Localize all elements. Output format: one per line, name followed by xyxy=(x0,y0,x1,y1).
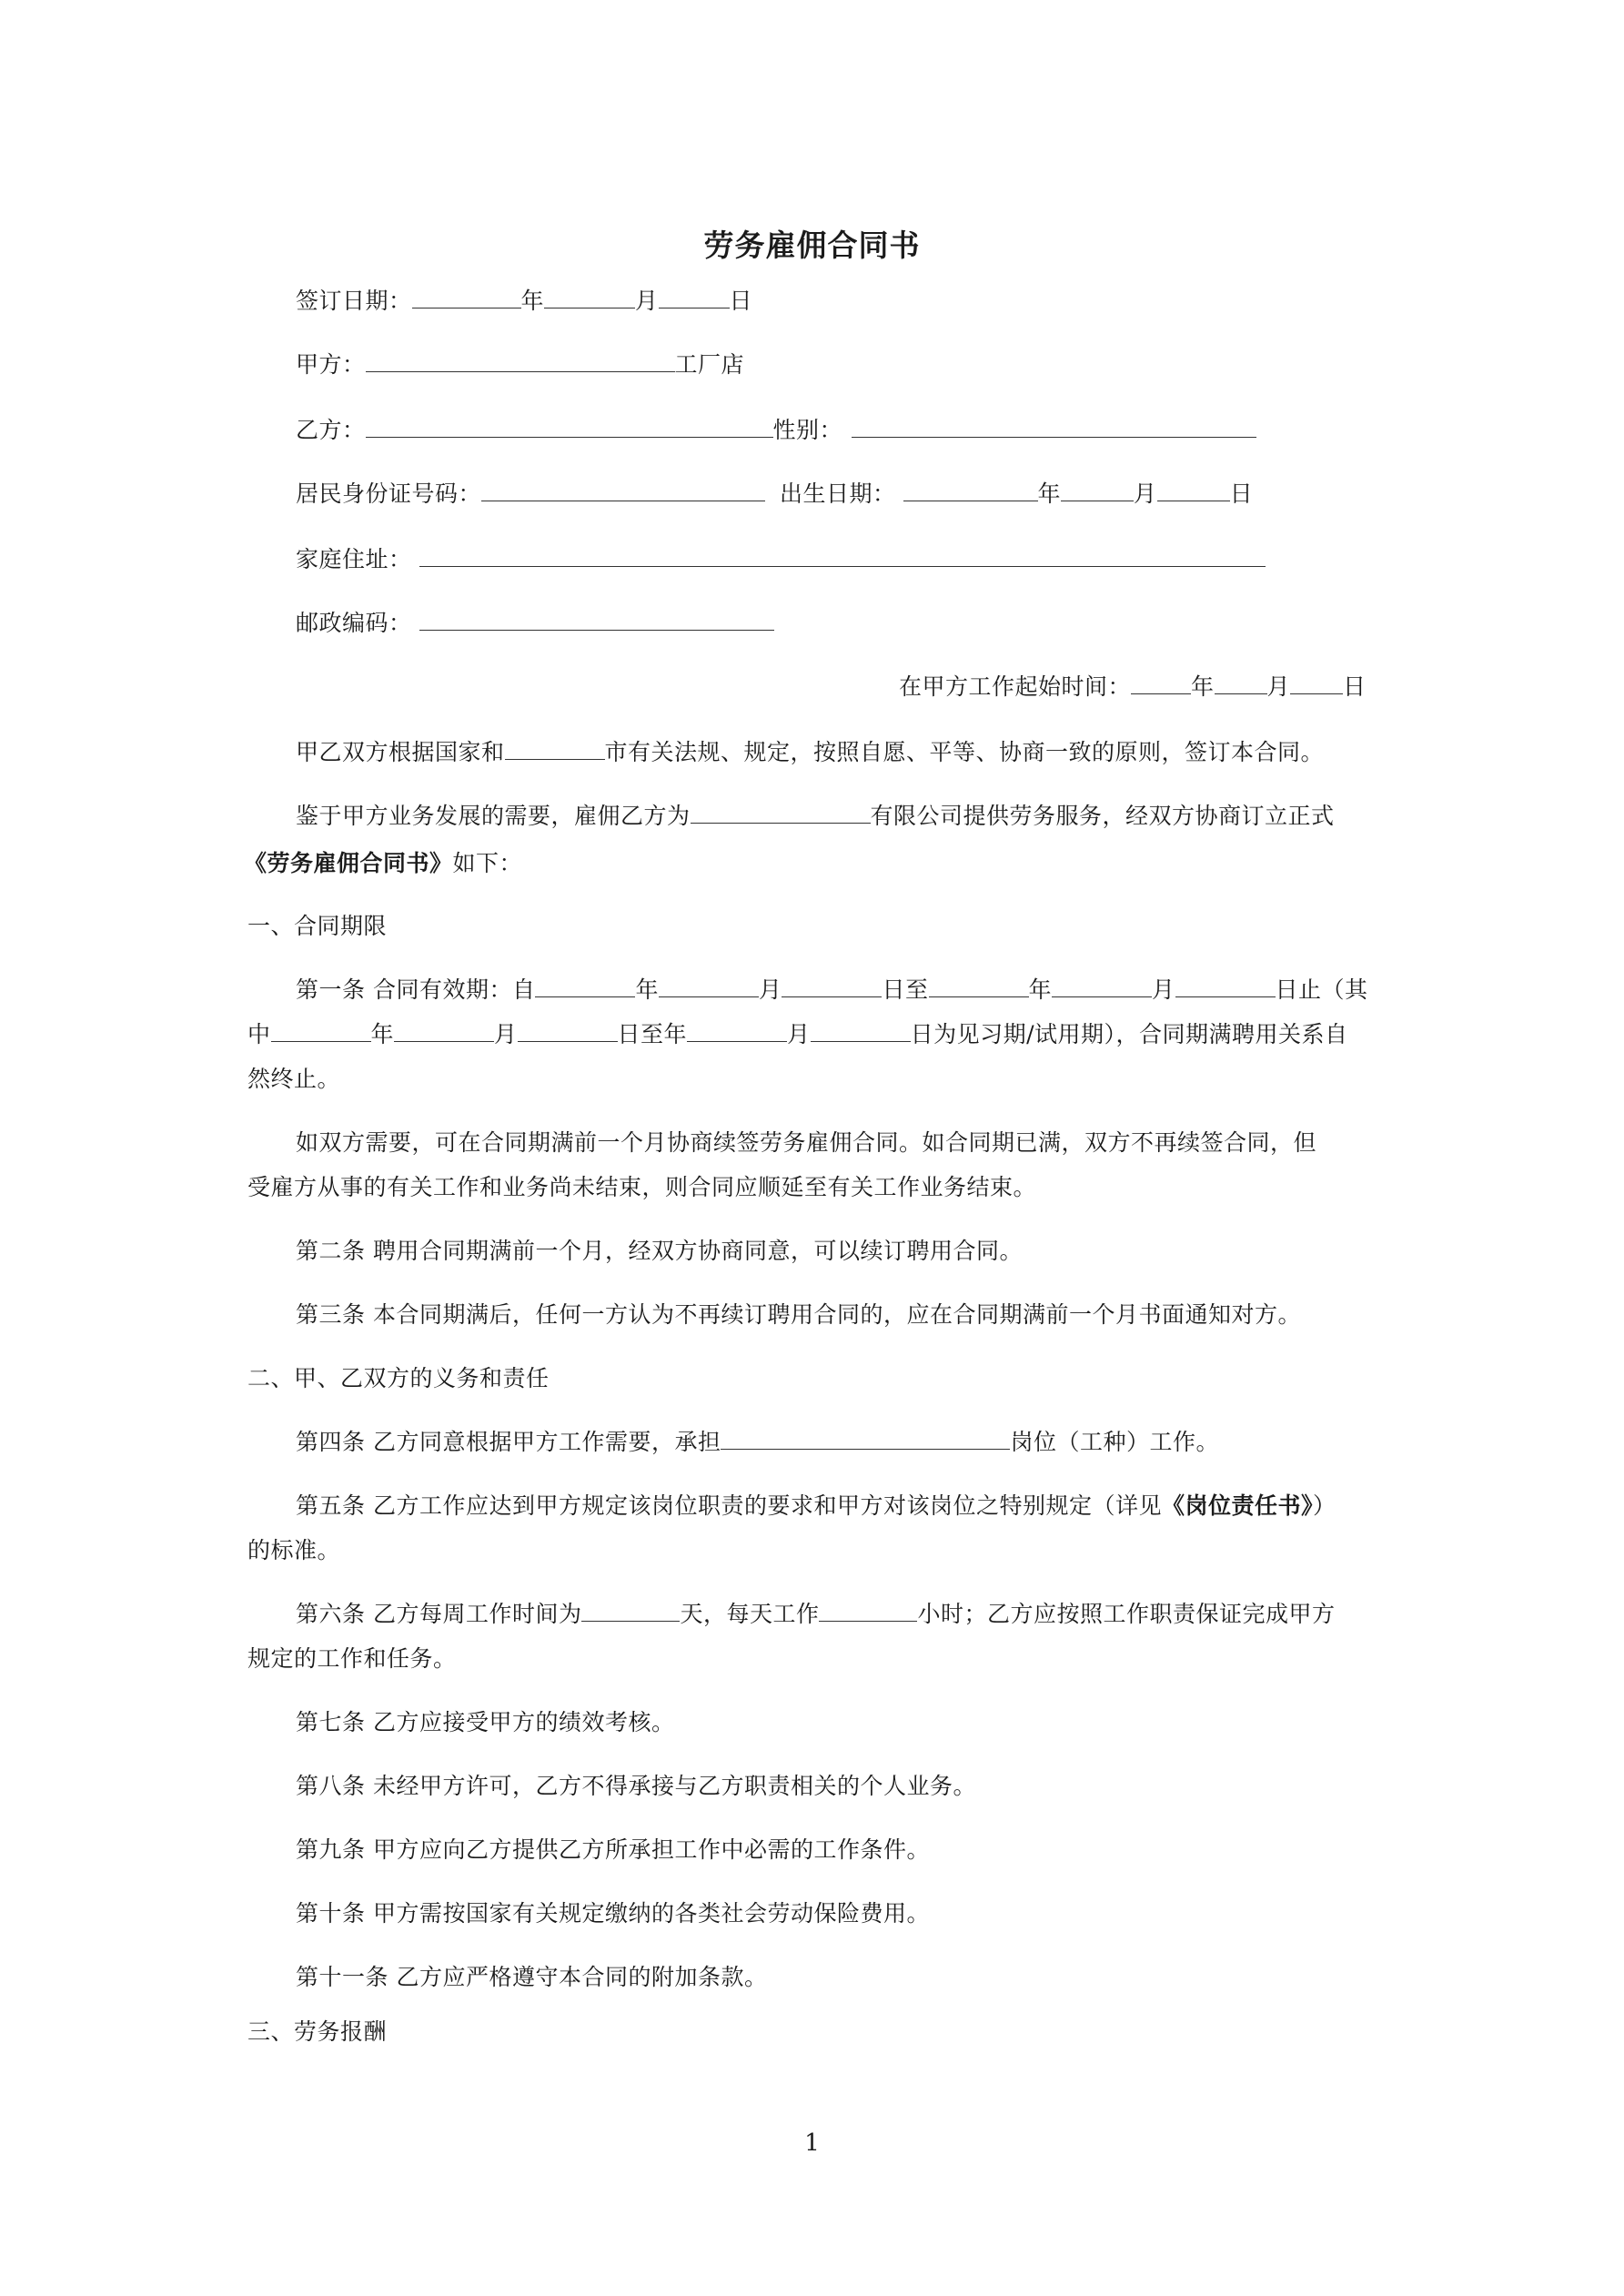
sign-date-label: 签订日期： xyxy=(296,288,412,314)
preamble-text: 如下： xyxy=(452,850,523,876)
id-birth-line xyxy=(296,480,1253,508)
term-end-day-blank[interactable] xyxy=(1175,976,1276,997)
month-label: 月 xyxy=(1134,480,1157,507)
section-heading-3: 三、劳务报酬 xyxy=(247,2018,388,2045)
party-b-blank[interactable] xyxy=(366,417,773,438)
birth-label: 出生日期： xyxy=(780,480,896,507)
article-1-line-1 xyxy=(296,976,1368,1004)
renewal-paragraph-line-2: 受雇方从事的有关工作和业务尚未结束，则合同应顺延至有关工作业务结束。 xyxy=(247,1174,1037,1200)
preamble-text: 鉴于甲方业务发展的需要，雇佣乙方为 xyxy=(296,803,691,829)
term-start-month-blank[interactable] xyxy=(659,976,759,997)
postcode-blank[interactable] xyxy=(419,610,774,631)
sign-day-blank[interactable] xyxy=(659,288,730,308)
party-b-line xyxy=(296,417,1256,444)
gender-label: 性别： xyxy=(772,417,843,443)
article-text: 日至年 xyxy=(617,1021,688,1047)
party-a-label: 甲方： xyxy=(296,351,366,378)
document-title: 劳务雇佣合同书 xyxy=(703,228,921,263)
address-label: 家庭住址： xyxy=(296,546,412,572)
postcode-line xyxy=(296,610,774,637)
start-year-blank[interactable] xyxy=(1131,673,1191,694)
section-heading-1: 一、合同期限 xyxy=(247,913,388,939)
day-label: 日 xyxy=(1343,673,1367,700)
party-a-blank[interactable] xyxy=(366,351,675,372)
sign-year-blank[interactable] xyxy=(412,288,521,308)
party-a-line xyxy=(296,351,744,379)
article-9: 第九条 甲方应向乙方提供乙方所承担工作中必需的工作条件。 xyxy=(296,1836,930,1863)
article-text: 天，每天工作 xyxy=(680,1601,820,1627)
article-1-line-2 xyxy=(247,1021,1348,1048)
article-2: 第二条 聘用合同期满前一个月，经双方协商同意，可以续订聘用合同。 xyxy=(296,1238,1023,1264)
term-start-day-blank[interactable] xyxy=(782,976,882,997)
day-label: 日 xyxy=(1229,480,1254,507)
term-start-year-blank[interactable] xyxy=(535,976,635,997)
probation-end-day-blank[interactable] xyxy=(811,1021,911,1042)
section-heading-2: 二、甲、乙双方的义务和责任 xyxy=(247,1365,550,1391)
year-label: 年 xyxy=(370,1021,395,1047)
article-text: 日至 xyxy=(882,976,929,1003)
article-5-line-2: 的标准。 xyxy=(247,1537,341,1563)
company-blank[interactable] xyxy=(691,803,871,824)
article-4 xyxy=(296,1429,1219,1456)
work-hours-blank[interactable] xyxy=(819,1601,917,1622)
year-label: 年 xyxy=(1191,673,1215,700)
article-8: 第八条 未经甲方许可，乙方不得承接与乙方职责相关的个人业务。 xyxy=(296,1773,976,1799)
year-label: 年 xyxy=(1028,976,1053,1003)
month-label: 月 xyxy=(1266,673,1291,700)
gender-blank[interactable] xyxy=(852,417,1256,438)
day-label: 日 xyxy=(729,288,753,314)
article-text: 中 xyxy=(247,1021,271,1047)
preamble-paragraph-2-cont xyxy=(244,850,522,877)
preamble-text: 市有关法规、规定，按照自愿、平等、协商一致的原则，签订本合同。 xyxy=(604,739,1325,765)
start-day-blank[interactable] xyxy=(1290,673,1343,694)
term-end-year-blank[interactable] xyxy=(929,976,1029,997)
probation-start-day-blank[interactable] xyxy=(518,1021,618,1042)
city-blank[interactable] xyxy=(505,739,605,760)
preamble-paragraph-2 xyxy=(296,803,1335,830)
probation-end-month-blank[interactable] xyxy=(687,1021,787,1042)
start-time-line xyxy=(899,673,1367,701)
position-blank[interactable] xyxy=(721,1429,1010,1450)
article-10: 第十条 甲方需按国家有关规定缴纳的各类社会劳动保险费用。 xyxy=(296,1900,930,1927)
address-line xyxy=(296,546,1266,573)
birth-day-blank[interactable] xyxy=(1157,480,1230,501)
preamble-text: 甲乙双方根据国家和 xyxy=(296,739,505,765)
preamble-paragraph-1 xyxy=(296,739,1324,766)
sign-month-blank[interactable] xyxy=(544,288,635,308)
article-text: 日止（其 xyxy=(1275,976,1368,1003)
article-text: 岗位（工种）工作。 xyxy=(1010,1429,1219,1455)
start-time-label: 在甲方工作起始时间： xyxy=(899,673,1132,700)
month-label: 月 xyxy=(494,1021,518,1047)
start-month-blank[interactable] xyxy=(1215,673,1267,694)
article-text: ） xyxy=(1312,1492,1337,1519)
month-label: 月 xyxy=(758,976,782,1003)
article-text: 日为见习期/试用期），合同期满聘用关系自 xyxy=(910,1021,1348,1047)
article-text: 第六条 乙方每周工作时间为 xyxy=(296,1601,582,1627)
year-label: 年 xyxy=(1037,480,1062,507)
party-a-suffix: 工厂店 xyxy=(674,351,745,378)
month-label: 月 xyxy=(787,1021,811,1047)
page-number: 1 xyxy=(804,2129,820,2157)
birth-month-blank[interactable] xyxy=(1061,480,1134,501)
party-b-label: 乙方： xyxy=(296,417,366,443)
postcode-label: 邮政编码： xyxy=(296,610,412,636)
id-label: 居民身份证号码： xyxy=(296,480,482,507)
article-3: 第三条 本合同期满后，任何一方认为不再续订聘用合同的，应在合同期满前一个月书面通知对方。 xyxy=(296,1301,1301,1328)
term-end-month-blank[interactable] xyxy=(1052,976,1152,997)
article-6-line-1 xyxy=(296,1601,1335,1628)
sign-date-line xyxy=(296,288,752,315)
article-6-line-2: 规定的工作和任务。 xyxy=(247,1645,457,1672)
month-label: 月 xyxy=(635,288,659,314)
id-blank[interactable] xyxy=(481,480,765,501)
work-days-blank[interactable] xyxy=(581,1601,680,1622)
month-label: 月 xyxy=(1152,976,1175,1003)
article-text: 小时；乙方应按照工作职责保证完成甲方 xyxy=(917,1601,1336,1627)
article-7: 第七条 乙方应接受甲方的绩效考核。 xyxy=(296,1709,675,1735)
article-text: 第一条 合同有效期：自 xyxy=(296,976,536,1003)
address-blank[interactable] xyxy=(419,546,1266,567)
job-responsibility-ref: 《岗位责任书》 xyxy=(1161,1492,1313,1519)
article-text: 第四条 乙方同意根据甲方工作需要，承担 xyxy=(296,1429,721,1455)
probation-start-month-blank[interactable] xyxy=(394,1021,494,1042)
year-label: 年 xyxy=(520,288,545,314)
probation-start-year-blank[interactable] xyxy=(271,1021,371,1042)
article-11: 第十一条 乙方应严格遵守本合同的附加条款。 xyxy=(296,1964,768,1990)
year-label: 年 xyxy=(635,976,659,1003)
article-1-line-3: 然终止。 xyxy=(247,1066,341,1092)
contract-title-ref: 《劳务雇佣合同书》 xyxy=(244,850,453,876)
renewal-paragraph-line-1: 如双方需要，可在合同期满前一个月协商续签劳务雇佣合同。如合同期已满，双方不再续签合同，但 xyxy=(296,1129,1317,1156)
preamble-text: 有限公司提供劳务服务，经双方协商订立正式 xyxy=(870,803,1335,829)
article-5-line-1 xyxy=(296,1492,1336,1520)
birth-year-blank[interactable] xyxy=(903,480,1038,501)
article-text: 第五条 乙方工作应达到甲方规定该岗位职责的要求和甲方对该岗位之特别规定（详见 xyxy=(296,1492,1162,1519)
